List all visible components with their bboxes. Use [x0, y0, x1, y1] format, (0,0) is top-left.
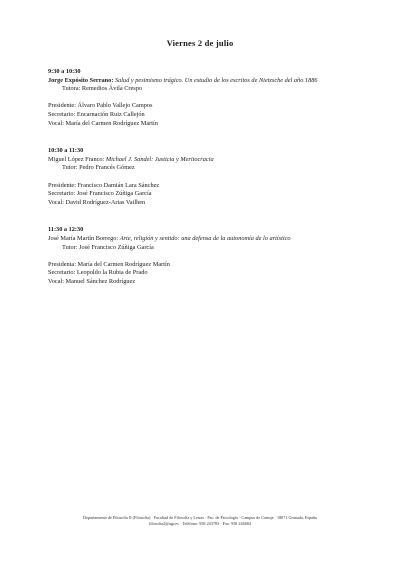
speaker-name: José María Martín Borrego: [48, 234, 119, 242]
committee-vocal: Vocal: María del Carmen Rodríguez Martín [48, 119, 158, 127]
speaker-name: Jorge Expósito Serrano: [48, 76, 114, 84]
work-title: Arte, religión y sentido: una defensa de la autonomía de lo artístico [119, 234, 291, 242]
footer-contact: filosofia2@ugr.es · Teléfono: 958 243783 · Fax: 958 246684 [149, 521, 251, 527]
session-1 [48, 68, 368, 128]
page-title: Viernes 2 de julio [166, 38, 234, 48]
committee-vocal: Vocal: Manuel Sánchez Rodríguez [48, 277, 136, 285]
footer-address: Departamento de Filosofía II (Filosofía) · Facultad de Filosofía y Letras · Fac. de Psicología · Campus de Cartuja · 18071 Granada, España [83, 515, 317, 520]
committee-secretary: Secretario: José Francisco Zúñiga García [48, 190, 152, 198]
committee-president: Presidente: Francisco Damián Lara Sánchez [48, 181, 160, 189]
speaker-name: Miguel López Franco: [48, 155, 105, 163]
committee-president: Presidente: Álvaro Pablo Vallejo Campos [48, 102, 153, 110]
session-presentation [48, 235, 368, 244]
session-3 [48, 226, 368, 286]
session-presentation [48, 77, 368, 86]
session-time: 10:30 a 11:30 [48, 147, 84, 155]
committee-secretary: Secretario: Leopoldo la Rubia de Prado [48, 269, 148, 277]
session-2 [48, 147, 368, 207]
committee-president: Presidenta: María del Carmen Rodríguez Martín [48, 260, 170, 268]
session-presentation [48, 156, 368, 165]
session-time: 9:30 a 10:30 [48, 68, 81, 75]
committee-secretary: Secretario: Encarnación Ruiz Callejón [48, 110, 145, 118]
tutor: Tutora: Remedios Ávila Crespo [62, 85, 143, 93]
session-time: 11:30 a 12:30 [48, 226, 84, 234]
work-title: Salud y pesimismo trágico. Un estudio de los escritos de Nietzsche del año 1886 [115, 76, 318, 84]
page-footer [0, 515, 400, 527]
tutor: Tutor: José Francisco Zúñiga García [62, 243, 154, 251]
tutor: Tutor: Pedro Francés Gómez [62, 164, 135, 172]
schedule [48, 68, 368, 305]
work-title: Michael J. Sandel: Justicia y Meritocracia [105, 155, 214, 163]
committee-vocal: Vocal: David Rodríguez-Arias Vailhen [48, 198, 146, 206]
